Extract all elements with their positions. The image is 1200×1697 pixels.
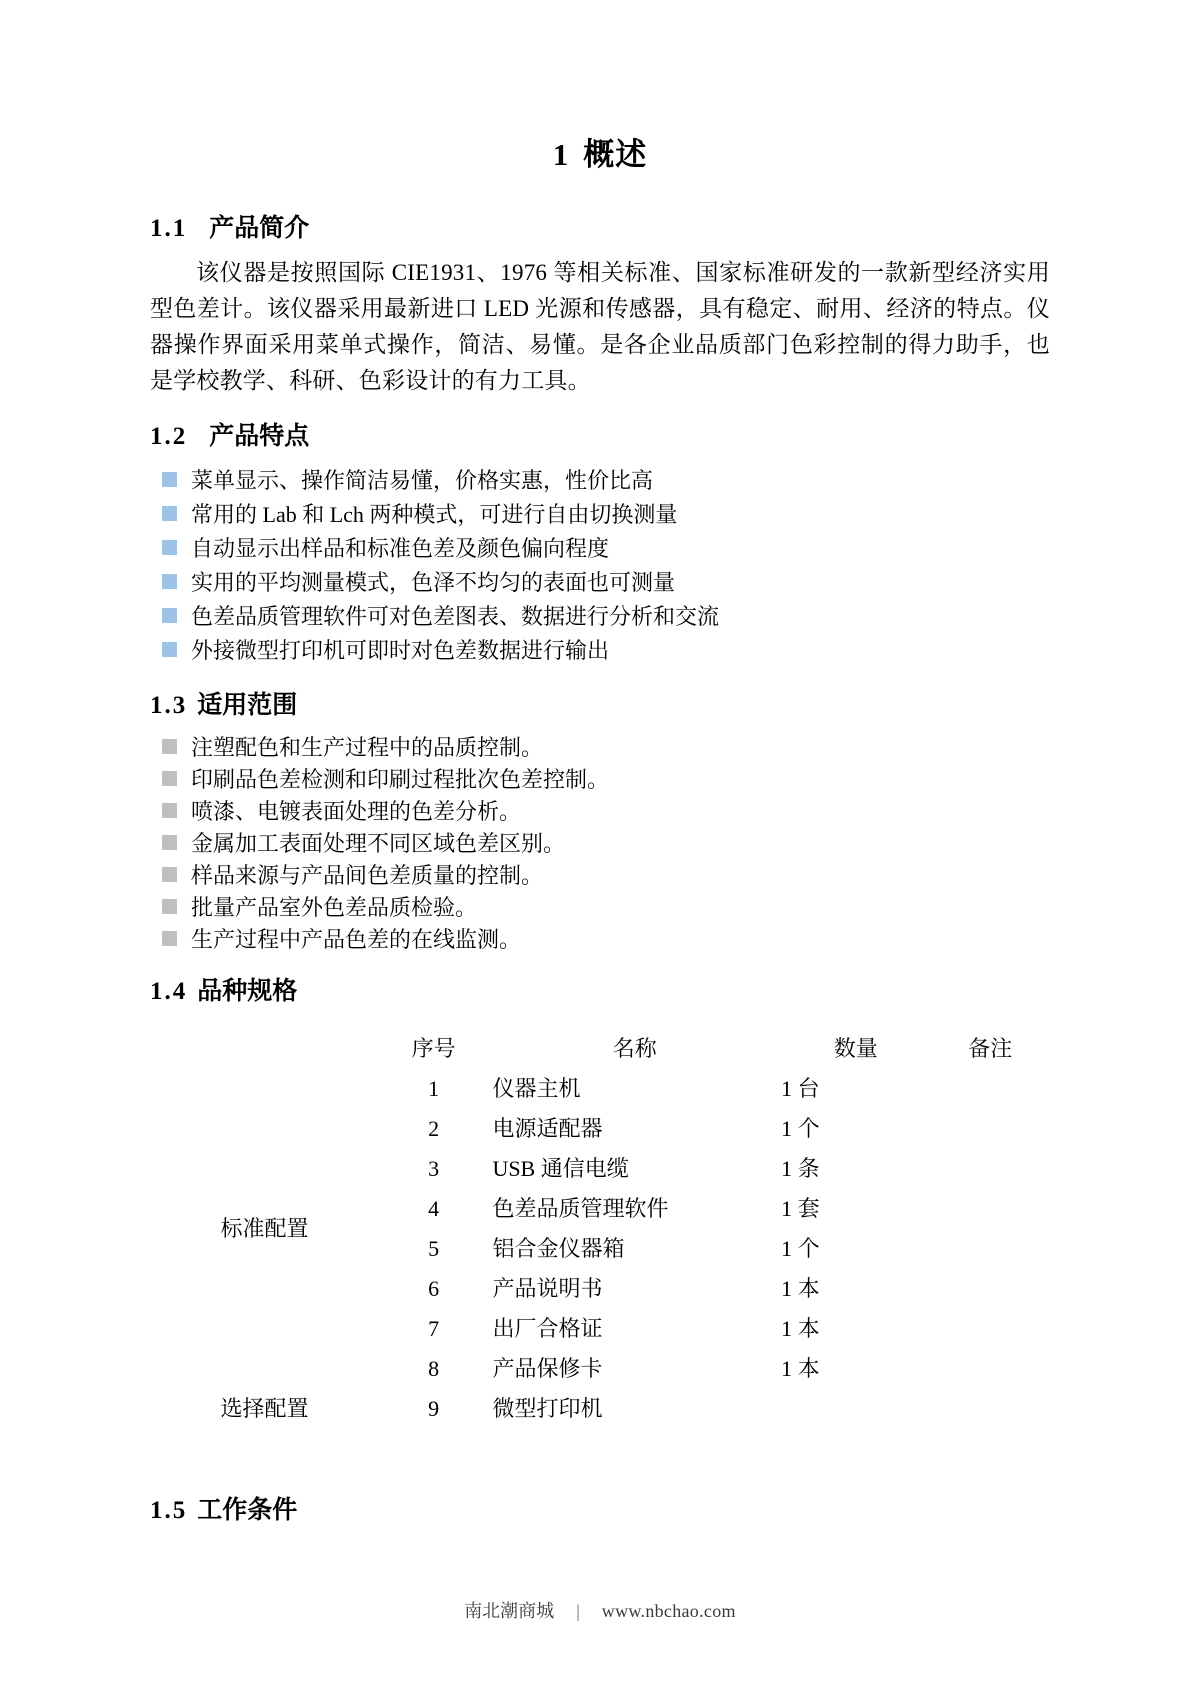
section-number-1-1: 1.1 (150, 214, 188, 242)
square-bullet-icon (162, 899, 177, 914)
row-index: 1 (428, 1075, 440, 1101)
page-footer (0, 1597, 1200, 1623)
feature-text: 色差品质管理软件可对色差图表、数据进行分析和交流 (191, 603, 720, 629)
row-name: 产品保修卡 (492, 1355, 603, 1381)
row-quantity: 1 条 (781, 1155, 820, 1181)
page-title (150, 0, 1050, 175)
section-heading-1-3 (150, 690, 1050, 723)
row-index: 7 (428, 1315, 440, 1341)
square-bullet-icon (162, 540, 177, 555)
row-quantity: 1 本 (781, 1355, 820, 1381)
row-quantity: 1 台 (781, 1075, 820, 1101)
section-title-1-1: 产品简介 (209, 214, 310, 242)
section-title-1-2: 产品特点 (209, 423, 310, 451)
row-name: 电源适配器 (492, 1115, 603, 1141)
row-quantity (781, 1389, 930, 1429)
row-index: 5 (428, 1235, 440, 1261)
row-quantity: 1 个 (781, 1115, 820, 1141)
section-heading-1-2 (150, 421, 1050, 454)
square-bullet-icon (162, 931, 177, 946)
list-item (162, 892, 1050, 924)
section-number-1-5: 1.5 (150, 1496, 188, 1524)
square-bullet-icon (162, 642, 177, 657)
column-header-name: 名称 (612, 1035, 657, 1061)
scope-text: 注塑配色和生产过程中的品质控制。 (191, 735, 544, 761)
section-title-1-4: 品种规格 (197, 978, 298, 1006)
section-heading-1-5 (150, 1495, 1050, 1528)
scope-text: 印刷品色差检测和印刷过程批次色差控制。 (191, 767, 610, 793)
application-scope-list (162, 732, 1050, 956)
row-name: 出厂合格证 (492, 1315, 603, 1341)
section-title-1-3: 适用范围 (197, 691, 298, 719)
table-header (150, 1029, 1050, 1069)
scope-text: 喷漆、电镀表面处理的色差分析。 (191, 799, 522, 825)
scope-text: 样品来源与产品间色差质量的控制。 (191, 863, 544, 889)
list-item (162, 924, 1050, 956)
row-name: 色差品质管理软件 (492, 1195, 669, 1221)
section-title-1-5: 工作条件 (197, 1496, 298, 1524)
row-name: 微型打印机 (492, 1395, 603, 1421)
chapter-number: 1 (552, 137, 570, 172)
row-note (930, 1069, 1050, 1109)
section-heading-1-1 (150, 213, 1050, 246)
row-name: 铝合金仪器箱 (492, 1235, 625, 1261)
list-item (162, 634, 1050, 668)
feature-text: 常用的 Lab 和 Lch 两种模式，可进行自由切换测量 (191, 501, 678, 527)
row-note (930, 1149, 1050, 1189)
product-intro-paragraph: 该仪器是按照国际 CIE1931、1976 等相关标准、国家标准研发的一款新型经济实用型色差计。该仪器采用最新进口 LED 光源和传感器，具有稳定、耐用、经济的特点。仪器操作界面采用菜单式操作，简洁、易懂。是各企业品质部门色彩控制的得力助手，也是学校教学、科研、色彩设计的有力工具。 (150, 260, 1050, 394)
scope-text: 批量产品室外色差品质检验。 (191, 895, 478, 921)
square-bullet-icon (162, 574, 177, 589)
section-1-5-block (150, 1495, 1050, 1528)
row-name: USB 通信电缆 (492, 1155, 629, 1181)
column-header-index: 序号 (411, 1035, 456, 1061)
row-note (930, 1269, 1050, 1309)
square-bullet-icon (162, 506, 177, 521)
row-index: 3 (428, 1155, 440, 1181)
square-bullet-icon (162, 608, 177, 623)
row-name: 产品说明书 (492, 1275, 603, 1301)
table-body (150, 1069, 1050, 1429)
row-index: 6 (428, 1275, 440, 1301)
row-index: 4 (428, 1195, 440, 1221)
footer-brand: 南北潮商城 (464, 1601, 555, 1621)
row-note (930, 1109, 1050, 1149)
feature-text: 实用的平均测量模式，色泽不均匀的表面也可测量 (191, 569, 676, 595)
footer-separator: | (576, 1601, 580, 1621)
table-row (150, 1389, 1050, 1429)
row-name: 仪器主机 (492, 1075, 581, 1101)
square-bullet-icon (162, 472, 177, 487)
group-label-standard: 标准配置 (220, 1215, 309, 1241)
specification-table (150, 1029, 1050, 1429)
square-bullet-icon (162, 771, 177, 786)
row-index: 2 (428, 1115, 440, 1141)
scope-text: 金属加工表面处理不同区域色差区别。 (191, 831, 566, 857)
list-item (162, 828, 1050, 860)
row-note (930, 1349, 1050, 1389)
table-header-row (150, 1029, 1050, 1069)
row-note (930, 1309, 1050, 1349)
feature-text: 外接微型打印机可即时对色差数据进行输出 (191, 637, 610, 663)
column-header-group (150, 1029, 379, 1069)
chapter-title: 概述 (583, 137, 648, 172)
list-item (162, 532, 1050, 566)
scope-text: 生产过程中产品色差的在线监测。 (191, 927, 522, 953)
section-number-1-4: 1.4 (150, 978, 188, 1006)
list-item (162, 498, 1050, 532)
row-note (930, 1389, 1050, 1429)
section-heading-1-4 (150, 976, 1050, 1009)
list-item (162, 860, 1050, 892)
row-quantity: 1 本 (781, 1315, 820, 1341)
column-header-quantity: 数量 (833, 1035, 878, 1061)
row-quantity: 1 个 (781, 1235, 820, 1261)
list-item (162, 600, 1050, 634)
row-note (930, 1189, 1050, 1229)
list-item (162, 566, 1050, 600)
feature-text: 自动显示出样品和标准色差及颜色偏向程度 (191, 535, 610, 561)
list-item (162, 732, 1050, 764)
square-bullet-icon (162, 867, 177, 882)
section-number-1-3: 1.3 (150, 691, 188, 719)
row-index: 9 (428, 1395, 440, 1421)
square-bullet-icon (162, 803, 177, 818)
product-features-list (162, 464, 1050, 668)
list-item (162, 764, 1050, 796)
row-index: 8 (428, 1355, 440, 1381)
column-header-note: 备注 (968, 1035, 1013, 1061)
row-note (930, 1229, 1050, 1269)
table-row (150, 1069, 1050, 1109)
row-quantity: 1 本 (781, 1275, 820, 1301)
square-bullet-icon (162, 835, 177, 850)
list-item (162, 796, 1050, 828)
row-quantity: 1 套 (781, 1195, 820, 1221)
square-bullet-icon (162, 739, 177, 754)
feature-text: 菜单显示、操作简洁易懂，价格实惠，性价比高 (191, 467, 654, 493)
list-item (162, 464, 1050, 498)
footer-site-url: www.nbchao.com (601, 1601, 736, 1621)
group-label-optional: 选择配置 (220, 1395, 309, 1421)
section-number-1-2: 1.2 (150, 423, 188, 451)
